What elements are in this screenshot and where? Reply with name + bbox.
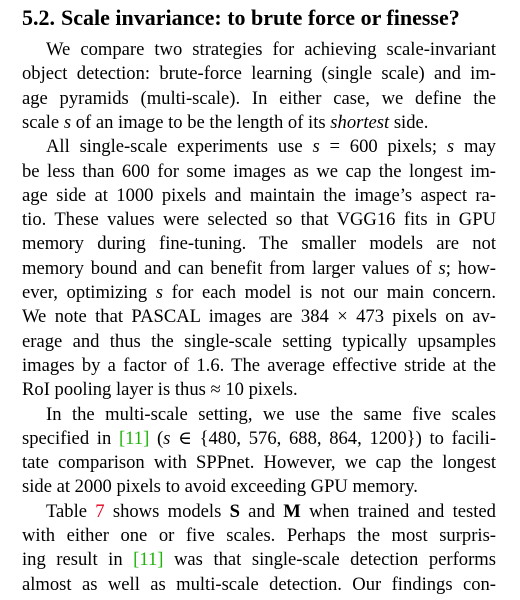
paragraph-3-line-1 <box>46 403 496 427</box>
text-run: ; how- <box>445 257 496 279</box>
text-run: ( <box>149 427 164 449</box>
paragraph-2-line-5 <box>22 232 496 256</box>
text-run: tio. These values were selected so that VGG16 fits in GPU <box>22 209 496 231</box>
italic-text: s <box>446 136 455 158</box>
text-run: tate comparison with SPPnet. However, we cap the longest <box>22 452 496 474</box>
paragraph-4-line-2 <box>22 524 496 548</box>
paragraph-2-line-11 <box>22 378 496 402</box>
text-run: age pyramids (multi-scale). In either case, we define the <box>22 87 496 109</box>
text-run: specified in <box>22 427 119 449</box>
bold-text: S <box>229 500 240 522</box>
paragraph-1-line-3 <box>22 87 496 111</box>
text-run: object detection: brute-force learning (single scale) and im- <box>22 63 496 85</box>
italic-text: shortest <box>330 111 390 133</box>
section-heading <box>22 5 460 31</box>
section-title: Scale invariance: to brute force or finesse? <box>61 5 460 30</box>
text-run: ∈ {480, 576, 688, 864, 1200}) to facili- <box>170 427 497 449</box>
text-run: and <box>239 500 284 522</box>
text-run: images by a factor of 1.6. The average effective stride at the <box>22 354 496 376</box>
paragraph-2-line-1 <box>46 135 496 159</box>
text-run: RoI pooling layer is thus ≈ 10 pixels. <box>22 379 298 401</box>
paragraph-2-line-4 <box>22 208 496 232</box>
text-run: when trained and tested <box>300 500 496 522</box>
text-run: = 600 pixels; <box>319 136 447 158</box>
text-run: We compare two strategies for achieving scale-invariant <box>46 39 496 60</box>
section-number: 5.2. <box>22 5 55 30</box>
paragraph-1-line-2 <box>22 62 496 86</box>
paragraph-2-line-10 <box>22 354 496 378</box>
text-run: ing result in <box>22 549 134 571</box>
paragraph-3-line-3 <box>22 451 496 475</box>
paragraph-2-line-9 <box>22 330 496 354</box>
text-run: may <box>454 136 496 158</box>
bold-text: M <box>283 500 301 522</box>
text-run: All single-scale experiments use <box>46 136 313 158</box>
text-run: We note that PASCAL images are 384 × 473 pixels on av- <box>22 306 496 328</box>
italic-text: s <box>163 427 171 449</box>
text-run: memory bound and can benefit from larger values of <box>22 257 439 279</box>
text-run: In the multi-scale setting, we use the same five scales <box>46 403 496 425</box>
table-reference-link[interactable]: 7 <box>95 500 105 522</box>
text-run: ever, optimizing <box>22 282 156 303</box>
text-run: for each model is not our main concern. <box>163 282 497 303</box>
paragraph-2-line-6 <box>22 257 496 281</box>
text-run: was that single-scale detection performs <box>163 549 496 571</box>
text-run: scale <box>22 111 64 133</box>
text-run: memory during fine-tuning. The smaller models are not <box>22 233 496 255</box>
paragraph-3-line-4 <box>22 475 496 499</box>
text-run: be less than 600 for some images as we cap the longest im- <box>22 160 496 182</box>
citation-link[interactable]: [11] <box>118 427 150 449</box>
text-run: of an image to be the length of its <box>71 111 331 133</box>
paragraph-4-line-4 <box>22 573 496 597</box>
text-run: shows models <box>104 500 230 522</box>
text-run: age side at 1000 pixels and maintain the image’s aspect ra- <box>22 184 496 206</box>
italic-text: s <box>155 282 164 303</box>
citation-link[interactable]: [11] <box>133 549 164 571</box>
paragraph-2-line-3 <box>22 184 496 208</box>
text-run: almost as well as multi-scale detection. Our findings con- <box>22 573 496 595</box>
text-run: Table <box>46 500 96 522</box>
text-run: with either one or five scales. Perhaps the most surpris- <box>22 525 496 546</box>
paragraph-2-line-2 <box>22 160 496 184</box>
text-run: erage and thus the single-scale setting typically upsamples <box>22 330 496 352</box>
paragraph-4-line-1 <box>46 500 496 524</box>
paragraph-2-line-8 <box>22 305 496 329</box>
paragraph-1-line-4 <box>22 111 496 135</box>
italic-text: s <box>438 257 446 279</box>
paragraph-3-line-2 <box>22 427 496 451</box>
paragraph-2-line-7 <box>22 281 496 305</box>
text-run: side. <box>389 111 429 133</box>
italic-text: s <box>63 111 72 133</box>
paragraph-1-line-1 <box>46 38 496 62</box>
text-run: side at 2000 pixels to avoid exceeding GPU memory. <box>22 476 418 498</box>
italic-text: s <box>312 136 320 158</box>
paragraph-4-line-3 <box>22 548 496 572</box>
